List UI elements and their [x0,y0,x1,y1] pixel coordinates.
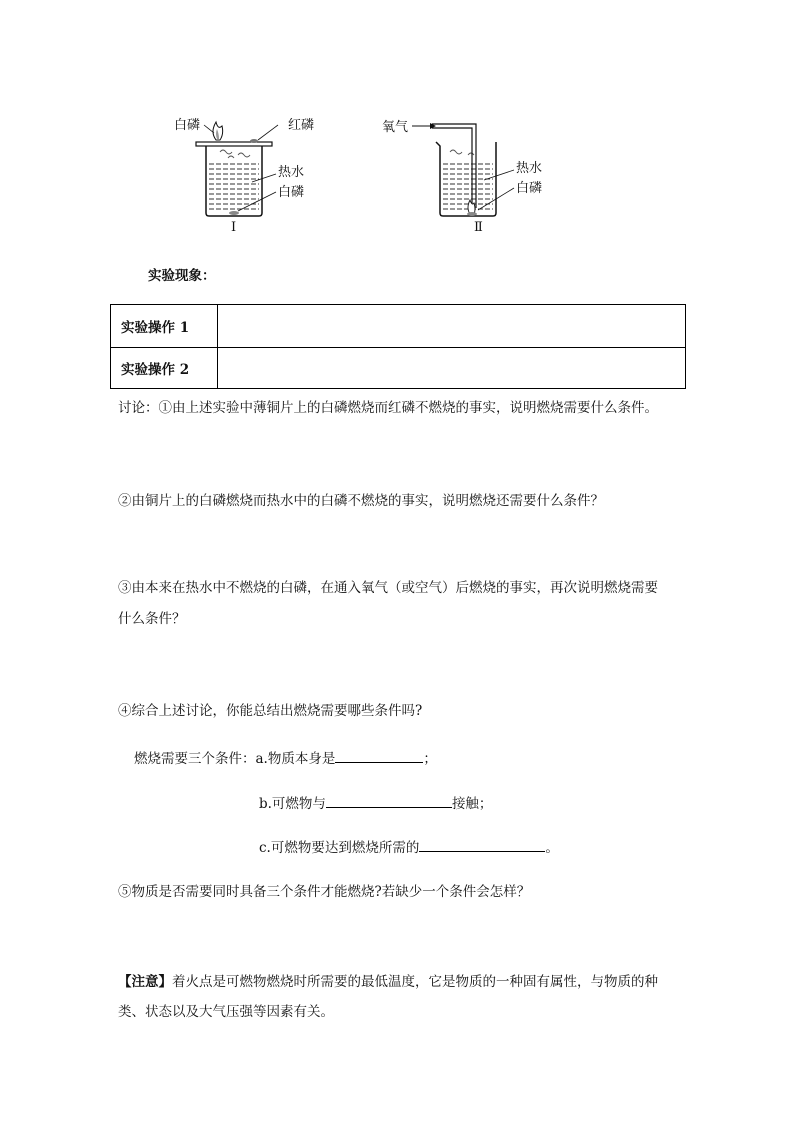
condition-a-end: ； [423,751,437,767]
note-tag: 【注意】 [118,974,172,990]
experiment-figure [150,100,580,240]
note-line-1 [118,972,658,992]
label-hot-water-2: 热水 [516,161,543,176]
copper-plate [196,142,272,146]
question-3-line-2: 什么条件？ [118,611,186,627]
condition-c-end: 。 [545,840,559,856]
blank-a[interactable] [335,747,423,763]
note-text-1: 着火点是可燃物燃烧时所需要的最低温度，它是物质的一种固有属性，与物质的种 [172,974,658,990]
table-row [111,305,686,348]
condition-a-text: 燃烧需要三个条件：a.物质本身是 [134,751,336,767]
label-white-phosphorus-water-1: 白磷 [278,185,305,200]
question-2: ②由铜片上的白磷燃烧而热水中的白磷不燃烧的事实，说明燃烧还需要什么条件？ [118,493,604,509]
beaker-1 [174,117,314,235]
condition-b-end: 接触； [451,796,493,812]
flame-icon [213,122,223,140]
question-4: ④综合上述讨论，你能总结出燃烧需要哪些条件吗? [118,703,423,719]
blank-c[interactable] [419,836,545,852]
table-row-label: 实验操作 1 [111,305,218,348]
table-row [111,348,686,389]
condition-b [259,792,492,814]
label-red-phosphorus: 红磷 [288,118,315,133]
beaker-2 [382,120,542,235]
beakers-diagram [150,100,580,240]
label-white-phosphorus-water-2: 白磷 [516,181,543,196]
note-line-2: 类、状态以及大气压强等因素有关。 [118,1004,334,1020]
label-white-phosphorus-top: 白磷 [174,118,201,133]
question-3-line-1: ③由本来在热水中不燃烧的白磷，在通入氧气（或空气）后燃烧的事实，再次说明燃烧需要 [118,580,658,596]
question-5: ⑤物质是否需要同时具备三个条件才能燃烧?若缺少一个条件会怎样？ [118,884,531,900]
condition-b-text: b.可燃物与 [259,796,326,812]
condition-c-text: c.可燃物要达到燃烧所需的 [259,840,420,856]
condition-c [259,836,559,858]
table-row-label: 实验操作 2 [111,348,218,389]
observation-table [110,304,686,389]
table-row-answer-cell[interactable] [218,305,686,348]
label-hot-water-1: 热水 [278,165,305,180]
condition-a [134,747,437,769]
blank-b[interactable] [326,792,452,808]
label-oxygen: 氧气 [382,120,409,135]
label-roman-1: Ⅰ [231,220,237,235]
table-row-answer-cell[interactable] [218,348,686,389]
label-roman-2: Ⅱ [474,220,483,235]
question-1: 讨论：①由上述实验中薄铜片上的白磷燃烧而红磷不燃烧的事实，说明燃烧需要什么条件。 [118,400,658,416]
phenomenon-title: 实验现象： [148,268,216,284]
